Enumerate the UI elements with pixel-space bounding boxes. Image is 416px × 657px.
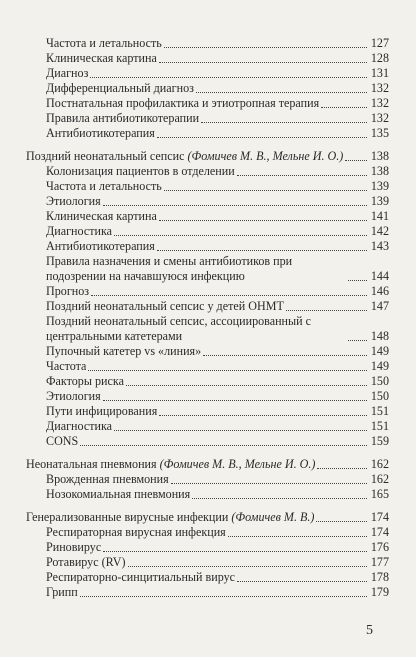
toc-entry-title: Пути инфицирования bbox=[46, 404, 158, 418]
dot-leader bbox=[196, 92, 367, 93]
toc-entry bbox=[26, 487, 389, 502]
toc-entry-page: 139 bbox=[370, 194, 389, 208]
dot-leader bbox=[159, 62, 367, 63]
toc-entry-title: Этиология bbox=[46, 194, 101, 208]
toc-entry-page: 150 bbox=[370, 374, 389, 388]
toc-entry-title: Респираторно-синцитиальный вирус bbox=[46, 570, 236, 584]
toc-entry-title: Правила антибиотикотерапии bbox=[46, 111, 200, 125]
toc-entry bbox=[26, 254, 389, 284]
toc-entry bbox=[26, 96, 389, 111]
toc-entry-page: 179 bbox=[370, 585, 389, 599]
dot-leader bbox=[345, 160, 367, 161]
toc-entry bbox=[26, 359, 389, 374]
dot-leader bbox=[171, 483, 367, 484]
toc-entry-title: Клиническая картина bbox=[46, 51, 157, 65]
toc-entry-page: 148 bbox=[370, 329, 389, 343]
dot-leader bbox=[237, 175, 367, 176]
toc-entry-page: 142 bbox=[370, 224, 389, 238]
toc-entry-title: Врожденная пневмония bbox=[46, 472, 169, 486]
toc-entry-title: Частота и летальность bbox=[46, 179, 162, 193]
dot-leader bbox=[114, 430, 367, 431]
toc-entry-page: 177 bbox=[370, 555, 389, 569]
dot-leader bbox=[286, 310, 367, 311]
toc-entry-page: 146 bbox=[370, 284, 389, 298]
toc-entry-page: 131 bbox=[370, 66, 389, 80]
toc-entry-title: Прогноз bbox=[46, 284, 90, 298]
toc-entry bbox=[26, 472, 389, 487]
toc-entry bbox=[26, 374, 389, 389]
toc-entry-title: Респираторная вирусная инфекция bbox=[46, 525, 226, 539]
toc-entry-title: Поздний неонатальный сепсис, ассоциированный с центральными катетерами bbox=[46, 314, 312, 343]
toc-entry-title: Риновирус bbox=[46, 540, 102, 554]
toc-entry bbox=[26, 314, 389, 344]
toc-entry-title: Ротавирус (RV) bbox=[46, 555, 126, 569]
toc-entry bbox=[26, 111, 389, 126]
toc-entry-page: 162 bbox=[370, 457, 389, 471]
toc-entry bbox=[26, 51, 389, 66]
toc-entry-page: 127 bbox=[370, 36, 389, 50]
toc-entry-title: Колонизация пациентов в отделении bbox=[46, 164, 235, 178]
toc-entry-title: Частота bbox=[46, 359, 87, 373]
toc-entry bbox=[26, 194, 389, 209]
toc-entry bbox=[26, 179, 389, 194]
page-number: 5 bbox=[366, 623, 373, 638]
dot-leader bbox=[88, 370, 367, 371]
toc-entry bbox=[26, 126, 389, 141]
toc-entry bbox=[26, 36, 389, 51]
toc-entry-page: 176 bbox=[370, 540, 389, 554]
toc-entry bbox=[26, 164, 389, 179]
toc-entry bbox=[26, 585, 389, 600]
dot-leader bbox=[317, 468, 367, 469]
toc-entry-title: Клиническая картина bbox=[46, 209, 157, 223]
toc-entry-title: Постнатальная профилактика и этиотропная терапия bbox=[46, 96, 320, 110]
toc-entry-page: 144 bbox=[370, 269, 389, 283]
toc-entry-authors: (Фомичев М. В.) bbox=[231, 510, 315, 524]
toc-entry bbox=[26, 555, 389, 570]
toc-entry-title: Поздний неонатальный сепсис bbox=[26, 149, 185, 163]
toc-entry-authors: (Фомичев М. В., Мельне И. О.) bbox=[187, 149, 344, 163]
toc-entry bbox=[26, 344, 389, 359]
dot-leader bbox=[201, 122, 367, 123]
toc-entry-page: 132 bbox=[370, 81, 389, 95]
toc-entry-page: 174 bbox=[370, 525, 389, 539]
dot-leader bbox=[80, 445, 367, 446]
toc-entry bbox=[26, 284, 389, 299]
toc-entry bbox=[26, 224, 389, 239]
toc-entry-page: 138 bbox=[370, 149, 389, 163]
dot-leader bbox=[203, 355, 367, 356]
toc-entry-title: Пупочный катетер vs «линия» bbox=[46, 344, 202, 358]
dot-leader bbox=[164, 47, 367, 48]
toc-entry-title: Частота и летальность bbox=[46, 36, 162, 50]
dot-leader bbox=[237, 581, 367, 582]
toc-entry-title: Грипп bbox=[46, 585, 78, 599]
table-of-contents bbox=[26, 36, 389, 600]
dot-leader bbox=[157, 137, 367, 138]
toc-entry bbox=[26, 209, 389, 224]
dot-leader bbox=[164, 190, 367, 191]
dot-leader bbox=[103, 551, 367, 552]
toc-entry bbox=[26, 239, 389, 254]
dot-leader bbox=[80, 596, 367, 597]
toc-entry bbox=[26, 525, 389, 540]
toc-section-entry bbox=[26, 457, 389, 472]
toc-entry-page: 174 bbox=[370, 510, 389, 524]
toc-entry bbox=[26, 404, 389, 419]
dot-leader bbox=[103, 400, 367, 401]
toc-entry-page: 147 bbox=[370, 299, 389, 313]
toc-entry-title: Диагноз bbox=[46, 66, 89, 80]
toc-entry-page: 178 bbox=[370, 570, 389, 584]
toc-entry-title: Поздний неонатальный сепсис у детей ОНМТ bbox=[46, 299, 284, 313]
dot-leader bbox=[103, 205, 367, 206]
toc-entry-title: Диагностика bbox=[46, 419, 113, 433]
toc-entry bbox=[26, 419, 389, 434]
toc-entry-title: Этиология bbox=[46, 389, 101, 403]
toc-entry-page: 138 bbox=[370, 164, 389, 178]
toc-entry-page: 149 bbox=[370, 344, 389, 358]
toc-entry-title: Неонатальная пневмония bbox=[26, 457, 157, 471]
toc-entry-page: 150 bbox=[370, 389, 389, 403]
toc-entry-page: 162 bbox=[370, 472, 389, 486]
dot-leader bbox=[228, 536, 367, 537]
dot-leader bbox=[157, 250, 367, 251]
toc-section-entry bbox=[26, 510, 389, 525]
dot-leader bbox=[91, 295, 367, 296]
toc-entry-page: 132 bbox=[370, 96, 389, 110]
dot-leader bbox=[128, 566, 367, 567]
toc-entry-title: Нозокомиальная пневмония bbox=[46, 487, 191, 501]
toc-section-entry bbox=[26, 149, 389, 164]
toc-entry bbox=[26, 66, 389, 81]
toc-entry-page: 165 bbox=[370, 487, 389, 501]
toc-entry-page: 128 bbox=[370, 51, 389, 65]
toc-entry bbox=[26, 299, 389, 314]
dot-leader bbox=[348, 340, 367, 341]
dot-leader bbox=[321, 107, 367, 108]
toc-entry-page: 141 bbox=[370, 209, 389, 223]
toc-entry-page: 139 bbox=[370, 179, 389, 193]
toc-entry-title: Антибиотикотерапия bbox=[46, 239, 155, 253]
toc-entry-title: CONS bbox=[46, 434, 79, 448]
dot-leader bbox=[192, 498, 367, 499]
toc-entry-title: Дифференциальный диагноз bbox=[46, 81, 194, 95]
toc-entry-title: Генерализованные вирусные инфекции bbox=[26, 510, 229, 524]
dot-leader bbox=[348, 280, 367, 281]
toc-entry bbox=[26, 540, 389, 555]
toc-entry bbox=[26, 389, 389, 404]
toc-entry bbox=[26, 434, 389, 449]
toc-entry-title: Правила назначения и смены антибиотиков при подозрении на начавшуюся инфекцию bbox=[46, 254, 293, 283]
dot-leader bbox=[159, 415, 367, 416]
toc-entry-authors: (Фомичев М. В., Мельне И. О.) bbox=[159, 457, 316, 471]
toc-entry-page: 135 bbox=[370, 126, 389, 140]
toc-entry-title: Диагностика bbox=[46, 224, 113, 238]
toc-entry bbox=[26, 570, 389, 585]
toc-entry-page: 151 bbox=[370, 419, 389, 433]
dot-leader bbox=[316, 521, 367, 522]
dot-leader bbox=[114, 235, 367, 236]
dot-leader bbox=[159, 220, 367, 221]
dot-leader bbox=[126, 385, 367, 386]
toc-entry-page: 132 bbox=[370, 111, 389, 125]
toc-entry-page: 159 bbox=[370, 434, 389, 448]
toc-entry-page: 149 bbox=[370, 359, 389, 373]
dot-leader bbox=[90, 77, 367, 78]
toc-entry-title: Антибиотикотерапия bbox=[46, 126, 155, 140]
toc-entry-title: Факторы риска bbox=[46, 374, 124, 388]
toc-entry-page: 143 bbox=[370, 239, 389, 253]
toc-entry-page: 151 bbox=[370, 404, 389, 418]
toc-entry bbox=[26, 81, 389, 96]
